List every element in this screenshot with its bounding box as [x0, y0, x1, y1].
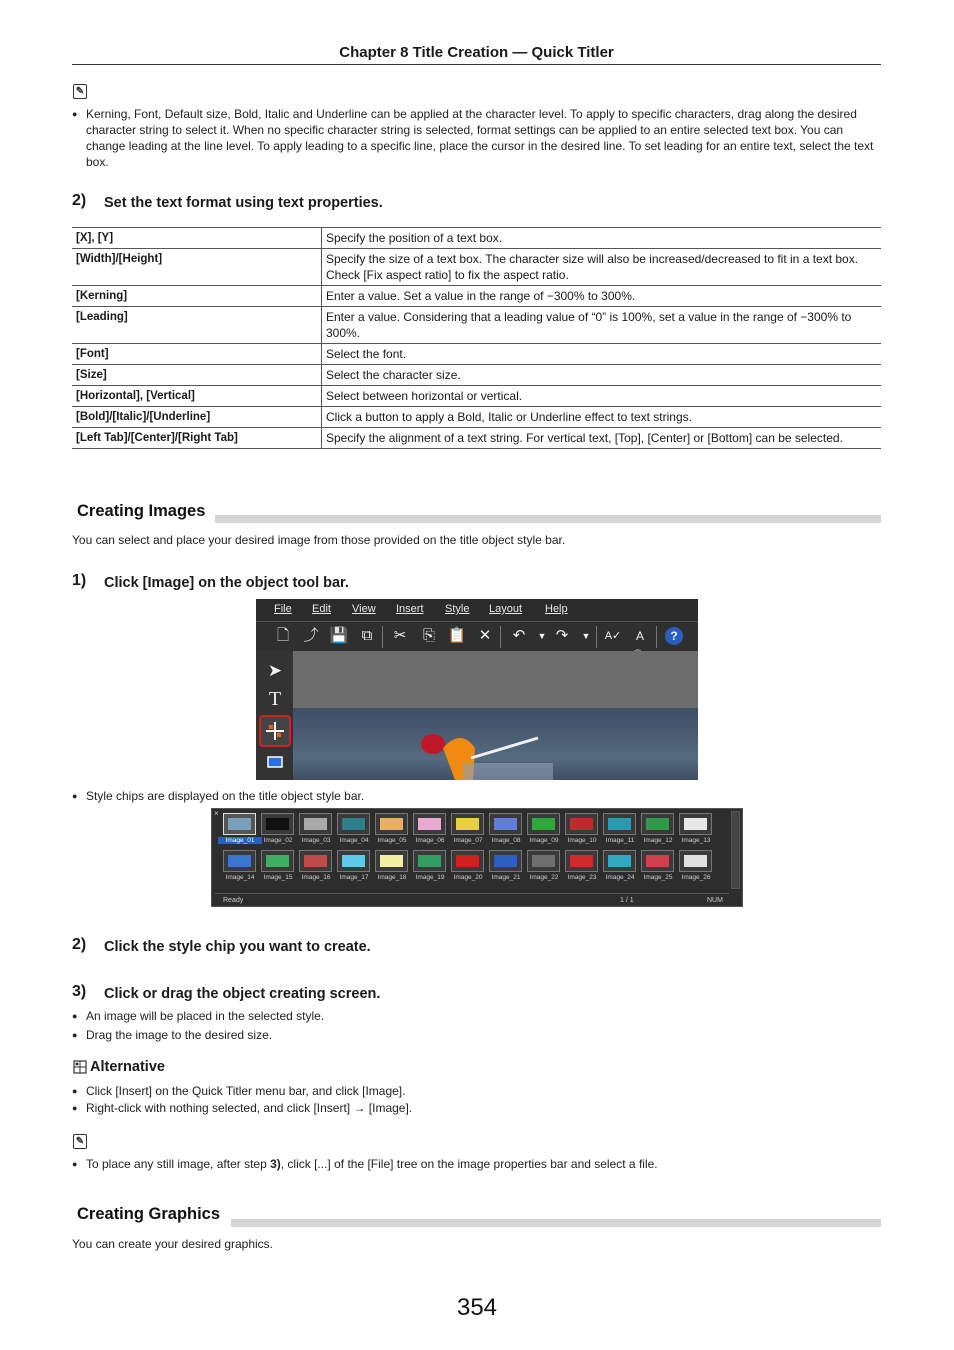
property-description: Click a button to apply a Bold, Italic or Underline effect to text strings.	[322, 407, 882, 428]
note-text	[86, 1156, 658, 1172]
bullet-dot-icon: ●	[72, 1159, 78, 1169]
style-chip-preview	[608, 818, 631, 830]
bullet-dot-icon: ●	[72, 1103, 78, 1113]
close-icon[interactable]: ×	[214, 809, 219, 818]
menu-bar	[256, 599, 698, 621]
step-text: Click or drag the object creating screen.	[104, 986, 381, 1002]
property-description: Enter a value. Set a value in the range of −300% to 300%.	[322, 286, 882, 307]
canvas-area[interactable]	[293, 651, 698, 708]
menu-insert[interactable]: Insert	[396, 603, 424, 615]
style-chip-preview	[570, 818, 593, 830]
property-name: [Bold]/[Italic]/[Underline]	[72, 407, 322, 428]
bullet-dot-icon: ●	[72, 1086, 78, 1096]
property-name: [Kerning]	[72, 286, 322, 307]
style-chip-label: Image_22	[529, 874, 559, 881]
new-file-icon[interactable]: 🗋	[276, 627, 290, 644]
find-icon[interactable]: A	[635, 629, 644, 643]
style-chip[interactable]	[527, 813, 560, 835]
style-chip-label: Image_02	[263, 837, 293, 844]
style-chip-label: Image_12	[643, 837, 673, 844]
alternative-title: Alternative	[90, 1059, 165, 1075]
step-number: 1)	[72, 572, 87, 589]
property-name: [Left Tab]/[Center]/[Right Tab]	[72, 428, 322, 449]
object-toolbar	[256, 651, 293, 780]
style-chip[interactable]	[375, 813, 408, 835]
property-name: [Width]/[Height]	[72, 249, 322, 286]
style-chip[interactable]	[527, 850, 560, 872]
undo-dropdown-icon[interactable]: ▼	[537, 631, 547, 641]
menu-view[interactable]: View	[352, 603, 376, 615]
style-chip[interactable]	[337, 850, 370, 872]
select-pointer-icon[interactable]: ➤	[267, 661, 283, 680]
style-chip[interactable]	[413, 813, 446, 835]
style-chip-label: Image_23	[567, 874, 597, 881]
menu-help[interactable]: Help	[545, 603, 568, 615]
table-row	[72, 344, 881, 365]
style-chip[interactable]	[603, 813, 636, 835]
canvas-background-image[interactable]	[293, 708, 698, 780]
title-object-style-bar	[211, 808, 743, 907]
style-chip-preview	[418, 855, 441, 867]
bullet-dot-icon: ●	[72, 791, 78, 801]
style-chip-preview	[494, 818, 517, 830]
style-chip[interactable]	[679, 813, 712, 835]
spell-check-icon[interactable]: A✓	[604, 630, 622, 642]
property-name: [Leading]	[72, 307, 322, 344]
section-title-images: Creating Images	[77, 502, 206, 520]
style-chip[interactable]	[299, 850, 332, 872]
style-chip[interactable]	[451, 850, 484, 872]
table-row	[72, 428, 881, 449]
save-all-icon[interactable]: ⧉	[361, 627, 373, 644]
toolbar-separator	[596, 626, 597, 648]
style-chip-label: Image_07	[453, 837, 483, 844]
toolbar-separator	[500, 626, 501, 648]
style-chip-label: Image_20	[453, 874, 483, 881]
style-chip-preview	[646, 855, 669, 867]
property-description: Specify the size of a text box. The character size will also be increased/decreased to fit in a text box. Check [Fix aspect ratio] to fix the aspect ratio.	[322, 249, 882, 286]
style-chip[interactable]	[603, 850, 636, 872]
bullet-text: Right-click with nothing selected, and click [Insert] → [Image].	[86, 1101, 413, 1115]
bullet-text: An image will be placed in the selected style.	[86, 1009, 325, 1023]
chips-scrollbar[interactable]	[731, 811, 740, 889]
table-row	[72, 228, 881, 249]
style-chip-preview	[494, 855, 517, 867]
style-chip-preview	[304, 855, 327, 867]
style-chip[interactable]	[413, 850, 446, 872]
property-name: [Size]	[72, 365, 322, 386]
style-chip-label: Image_25	[643, 874, 673, 881]
style-chip-label: Image_01	[218, 837, 262, 844]
style-chip-label: Image_18	[377, 874, 407, 881]
step3-bullet	[72, 1027, 772, 1043]
table-row	[72, 386, 881, 407]
style-chip-label: Image_15	[263, 874, 293, 881]
style-chip-preview	[418, 818, 441, 830]
property-description: Specify the position of a text box.	[322, 228, 882, 249]
style-chip-preview	[456, 855, 479, 867]
status-num: NUM	[707, 897, 723, 904]
style-chip[interactable]	[565, 850, 598, 872]
style-chip-preview	[646, 818, 669, 830]
text-properties-table	[72, 227, 881, 449]
style-chip-preview	[228, 855, 251, 867]
alternative-bullet	[72, 1083, 772, 1099]
style-chip[interactable]	[679, 850, 712, 872]
note-text-pre: To place any still image, after step	[86, 1157, 271, 1171]
menu-layout[interactable]: Layout	[489, 603, 523, 615]
toolbar-separator	[656, 626, 657, 648]
step-text: Click [Image] on the object tool bar.	[104, 575, 349, 591]
property-name: [X], [Y]	[72, 228, 322, 249]
property-description: Enter a value. Considering that a leading value of “0” is 100%, set a value in the range of −300% to 300%.	[322, 307, 882, 344]
chips-bullet	[72, 788, 772, 804]
note-text: Kerning, Font, Default size, Bold, Italic and Underline can be applied at the character level. To apply to specific characters, drag along the desired character string to select it. When no specific character string is selected, format settings can be applied to an entire selected text box. You can change leading at the line level. To apply leading to a specific line, place the cursor in the desired line. To set leading for an entire text, select the text box.	[86, 107, 874, 169]
help-icon[interactable]: ?	[665, 627, 683, 645]
table-row	[72, 286, 881, 307]
shape-tool-icon[interactable]	[262, 753, 288, 777]
style-chip[interactable]	[261, 850, 294, 872]
style-chip-label: Image_05	[377, 837, 407, 844]
redo-icon[interactable]: ↷	[555, 627, 569, 644]
property-description: Select the font.	[322, 344, 882, 365]
style-chip[interactable]	[489, 813, 522, 835]
section-intro: You can select and place your desired image from those provided on the title object style bar.	[72, 533, 566, 547]
property-description: Select between horizontal or vertical.	[322, 386, 882, 407]
property-description: Select the character size.	[322, 365, 882, 386]
status-page: 1 / 1	[620, 897, 634, 904]
table-row	[72, 365, 881, 386]
table-row	[72, 407, 881, 428]
style-chip-label: Image_19	[415, 874, 445, 881]
bullet-text: Drag the image to the desired size.	[86, 1028, 273, 1042]
style-chip-label: Image_04	[339, 837, 369, 844]
image-tool-icon[interactable]	[259, 715, 291, 747]
style-chip-label: Image_10	[567, 837, 597, 844]
style-chip[interactable]	[223, 850, 256, 872]
main-toolbar	[256, 621, 698, 652]
style-chip-label: Image_03	[301, 837, 331, 844]
page-number: 354	[456, 1294, 498, 1321]
style-chip-preview	[342, 855, 365, 867]
style-chip-preview	[456, 818, 479, 830]
copy-icon[interactable]: ⎘	[422, 627, 435, 644]
section-bar	[231, 1219, 881, 1227]
text-tool-icon[interactable]: T	[268, 688, 282, 710]
menu-edit[interactable]: Edit	[312, 603, 331, 615]
style-chip[interactable]	[337, 813, 370, 835]
style-chip-label: Image_08	[491, 837, 521, 844]
bullet-dot-icon: ●	[72, 1030, 78, 1040]
style-chip-preview	[532, 818, 555, 830]
style-chip-preview	[380, 855, 403, 867]
status-bar	[215, 893, 729, 907]
step-number: 3)	[72, 983, 87, 1000]
style-chip[interactable]	[299, 813, 332, 835]
style-chip-label: Image_14	[225, 874, 255, 881]
style-chip[interactable]	[261, 813, 294, 835]
section-bar	[215, 515, 881, 523]
style-chip-label: Image_21	[491, 874, 521, 881]
menu-style[interactable]: Style	[445, 603, 470, 615]
style-chip-preview	[228, 818, 251, 830]
step-number: 2)	[72, 192, 87, 209]
paste-icon[interactable]: 📋	[447, 627, 467, 644]
note-text-post: , click [...] of the [File] tree on the image properties bar and select a file.	[280, 1157, 658, 1171]
toolbar-separator	[382, 626, 383, 648]
style-chip-preview	[532, 855, 555, 867]
style-chip-preview	[266, 855, 289, 867]
style-chip-preview	[570, 855, 593, 867]
section-intro: You can create your desired graphics.	[72, 1237, 274, 1251]
style-chip[interactable]	[489, 850, 522, 872]
style-chip-preview	[266, 818, 289, 830]
style-chip[interactable]	[375, 850, 408, 872]
note-text-step: 3)	[270, 1157, 281, 1171]
step-text: Set the text format using text properties.	[104, 195, 383, 211]
property-name: [Font]	[72, 344, 322, 365]
style-chip-label: Image_16	[301, 874, 331, 881]
note-bullet	[72, 1156, 872, 1172]
step3-bullet	[72, 1008, 772, 1024]
style-chip-label: Image_26	[681, 874, 711, 881]
cut-icon[interactable]: ✂	[393, 627, 407, 644]
menu-file[interactable]: File	[274, 603, 292, 615]
table-row	[72, 249, 881, 286]
bullet-text: Click [Insert] on the Quick Titler menu bar, and click [Image].	[86, 1084, 406, 1098]
style-chip-preview	[684, 818, 707, 830]
style-chip-label: Image_09	[529, 837, 559, 844]
property-description: Specify the alignment of a text string. For vertical text, [Top], [Center] or [Bottom] can be selected.	[322, 428, 882, 449]
style-chip-label: Image_11	[605, 837, 635, 844]
style-chip[interactable]	[451, 813, 484, 835]
style-chip[interactable]	[565, 813, 598, 835]
bullet-dot-icon: ●	[72, 109, 78, 119]
table-row	[72, 307, 881, 344]
style-chip-preview	[608, 855, 631, 867]
bullet-dot-icon: ●	[72, 1011, 78, 1021]
style-chip-label: Image_13	[681, 837, 711, 844]
style-chip[interactable]	[641, 850, 674, 872]
redo-dropdown-icon[interactable]: ▼	[581, 631, 591, 641]
style-chip-label: Image_06	[415, 837, 445, 844]
alternative-bullet	[72, 1100, 772, 1116]
open-file-icon[interactable]: ⤴	[303, 627, 319, 644]
style-chip-preview	[380, 818, 403, 830]
delete-icon[interactable]: ✕	[478, 627, 492, 644]
section-title-graphics: Creating Graphics	[77, 1205, 221, 1223]
chapter-title: Chapter 8 Title Creation — Quick Titler	[339, 44, 614, 61]
note-icon: ✎	[73, 1134, 87, 1149]
status-ready: Ready	[223, 897, 244, 904]
note-icon: ✎	[73, 84, 87, 99]
alternative-icon	[73, 1060, 87, 1074]
step-text: Click the style chip you want to create.	[104, 939, 371, 955]
style-chip-label: Image_24	[605, 874, 635, 881]
note-bullet	[72, 106, 881, 170]
style-chip[interactable]	[223, 813, 256, 835]
quick-titler-screenshot	[256, 599, 698, 780]
step-number: 2)	[72, 936, 87, 953]
save-icon[interactable]: 💾	[329, 627, 349, 644]
style-chip-preview	[304, 818, 327, 830]
property-name: [Horizontal], [Vertical]	[72, 386, 322, 407]
style-chip-preview	[684, 855, 707, 867]
header-rule	[72, 64, 881, 65]
style-chip-preview	[342, 818, 365, 830]
style-chip-label: Image_17	[339, 874, 369, 881]
bullet-text: Style chips are displayed on the title object style bar.	[86, 789, 365, 803]
undo-icon[interactable]: ↶	[512, 627, 526, 644]
style-chip[interactable]	[641, 813, 674, 835]
